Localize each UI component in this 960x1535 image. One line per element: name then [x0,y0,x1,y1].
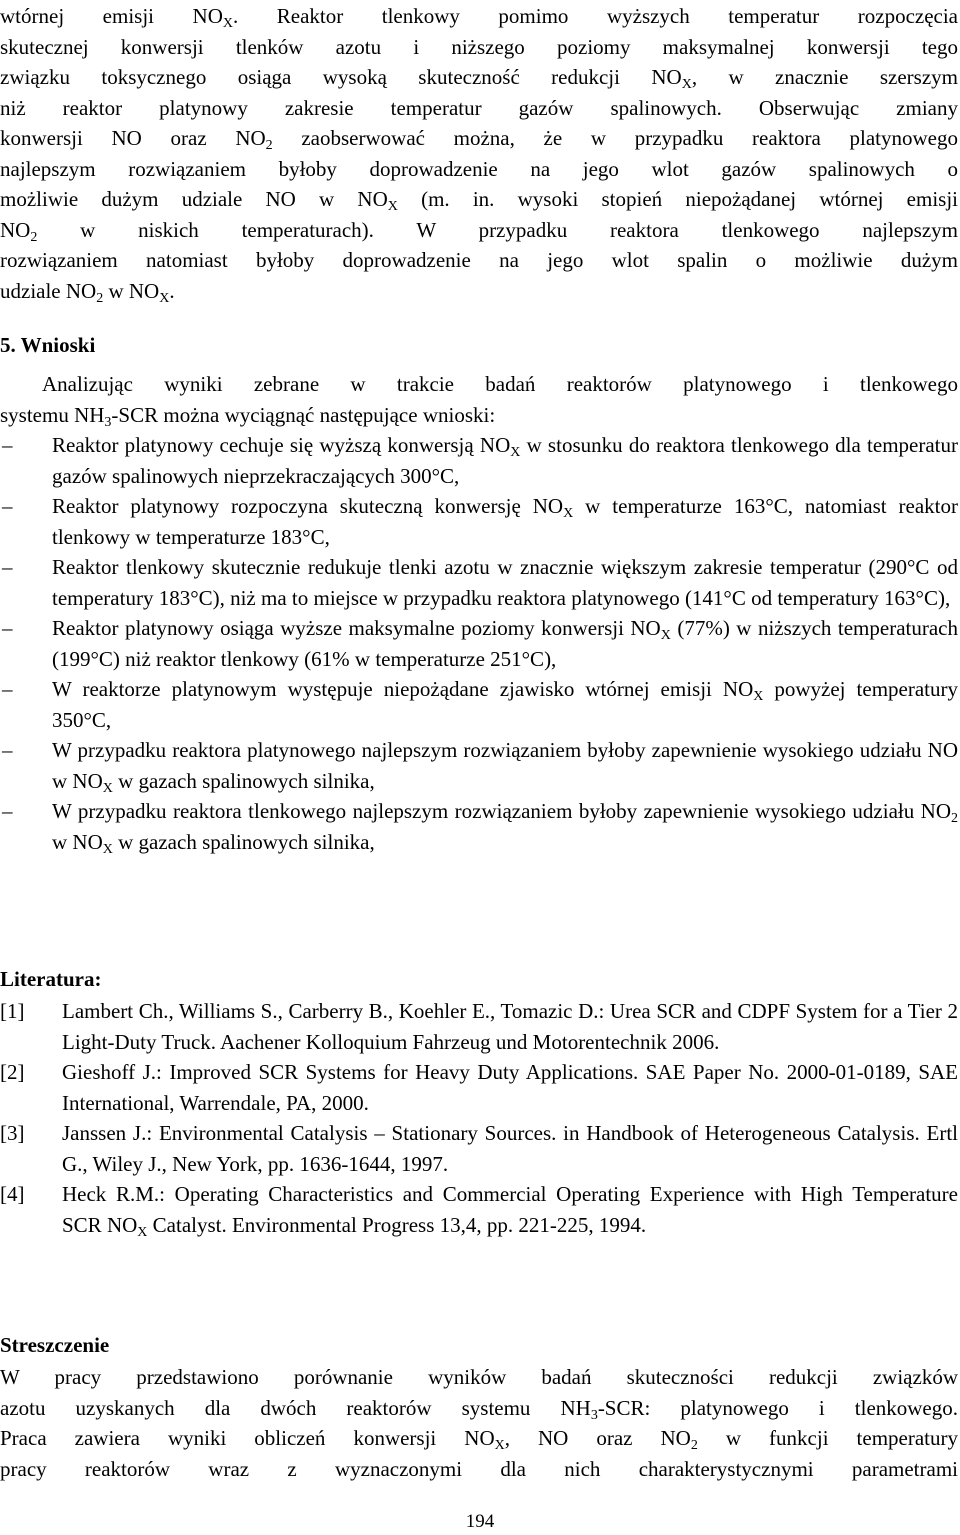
reference-text: Janssen J.: Environmental Catalysis – Stationary Sources. in Handbook of Heterogeneous Catalysis. Ertl G., Wiley J., New York, pp. 1636-1644, 1997. [62,1121,958,1176]
text-line: niż reaktor platynowy zakresie temperatur gazów spalinowych. Obserwując zmiany [0,95,958,120]
text-line: związku toksycznego osiąga wysoką skuteczność redukcji $NO_X$, w znacznie szerszym [0,65,958,92]
reference-item [0,1179,958,1240]
text-line: azotu uzyskanych dla dwóch reaktorów systemu $NH_3$-SCR: platynowego i tlenkowego. [0,1395,958,1423]
text-line: systemu $NH_3$-SCR można wyciągnąć następujące wnioski: [0,402,496,430]
dash-bullet-icon: – [2,433,13,457]
dash-bullet-icon: – [2,494,13,518]
reference-number: [4] [0,1182,25,1206]
list-item [0,430,958,491]
dash-bullet-icon: – [2,555,13,579]
text-line: pracy reaktorów wraz z wyznaczonymi dla nich charakterystycznymi parametrami [0,1456,958,1481]
list-item-text: Reaktor platynowy rozpoczyna skuteczną konwersję $NO_X$ w temperaturze 163°C, natomiast reaktor tlenkowy w temperaturze 183°C, [52,494,958,549]
dash-bullet-icon: – [2,616,13,640]
list-item [0,613,958,674]
text-line: możliwie dużym udziale NO w $NO_X$ (m. in. wysoki stopień niepożądanej wtórnej emisji [0,187,959,214]
list-item [0,552,958,613]
text-line: W pracy przedstawiono porównanie wyników badań skuteczności redukcji związków [0,1365,958,1389]
dash-bullet-icon: – [2,799,13,823]
list-item [0,674,958,735]
list-item-text: W reaktorze platynowym występuje niepożądane zjawisko wtórnej emisji $NO_X$ powyżej temperatury 350°C, [52,677,958,732]
reference-item [0,1118,958,1179]
section-heading: 5. Wnioski [0,333,96,357]
dash-bullet-icon: – [2,677,13,701]
list-item-text: Reaktor tlenkowy skutecznie redukuje tlenki azotu w znacznie większym zakresie temperatur (290°C od temperatury 183°C), niż ma to miejsce w przypadku reaktora platynowego (141°C od temperatury 163°C), [52,555,958,610]
text-line: udziale $NO_2$ w $NO_X$. [0,278,175,306]
text-line: skutecznej konwersji tlenków azotu i niższego poziomy maksymalnej konwersji tego [0,34,958,59]
list-item-text: W przypadku reaktora tlenkowego najlepszym rozwiązaniem byłoby zapewnienie wysokiego udziału $NO_2$ w $NO_X$ w gazach spalinowych silnika, [52,799,958,857]
references-list [0,996,958,1240]
reference-number: [2] [0,1060,25,1084]
reference-number: [1] [0,999,25,1023]
abstract-heading: Streszczenie [0,1333,110,1357]
text-line: konwersji NO oraz $NO_2$ zaobserwować można, że w przypadku reaktora platynowego [0,126,958,153]
reference-text: Heck R.M.: Operating Characteristics and Commercial Operating Experience with High Temperature SCR $NO_X$ Catalyst. Environmental Progress 13,4, pp. 221-225, 1994. [62,1182,958,1240]
reference-text: Gieshoff J.: Improved SCR Systems for Heavy Duty Applications. SAE Paper No. 2000-01-0189, SAE International, Warrendale, PA, 2000. [62,1060,958,1115]
reference-item [0,1057,958,1118]
text-line: wtórnej emisji $NO_X$. Reaktor tlenkowy pomimo wyższych temperatur rozpoczęcia [0,4,959,31]
list-item-text: Reaktor platynowy osiąga wyższe maksymalne poziomy konwersji $NO_X$ (77%) w niższych temperaturach (199°C) niż reaktor tlenkowy (61% w temperaturze 251°C), [52,616,958,671]
text-line: rozwiązaniem natomiast byłoby doprowadzenie na jego wlot spalin o możliwie dużym [0,248,958,272]
dash-bullet-icon: – [2,738,13,762]
text-line: najlepszym rozwiązaniem byłoby doprowadzenie na jego wlot gazów spalinowych o [0,156,958,181]
text-line: $NO_2$ w niskich temperaturach). W przypadku reaktora tlenkowego najlepszym [0,217,958,245]
list-item [0,735,958,796]
list-item [0,796,958,857]
text-line: Analizując wyniki zebrane w trakcie badań reaktorów platynowego i tlenkowego [42,372,958,396]
page-number: 194 [465,1511,495,1532]
reference-text: Lambert Ch., Williams S., Carberry B., Koehler E., Tomazic D.: Urea SCR and CDPF System for a Tier 2 Light-Duty Truck. Aachener Kolloquium Fahrzeug und Motorentechnik 2006. [62,999,958,1054]
reference-number: [3] [0,1121,25,1145]
list-item-text: Reaktor platynowy cechuje się wyższą konwersją $NO_X$ w stosunku do reaktora tlenkowego dla temperatur gazów spalinowych nieprzekraczających 300°C, [52,433,958,488]
text-line: Praca zawiera wyniki obliczeń konwersji $NO_X$, NO oraz $NO_2$ w funkcji temperatury [0,1426,959,1453]
references-heading: Literatura: [0,967,102,991]
list-item-text: W przypadku reaktora platynowego najlepszym rozwiązaniem byłoby zapewnienie wysokiego udziału NO w $NO_X$ w gazach spalinowych silnika, [52,738,958,796]
list-item [0,491,958,552]
reference-item [0,996,958,1057]
conclusions-list [0,430,958,857]
